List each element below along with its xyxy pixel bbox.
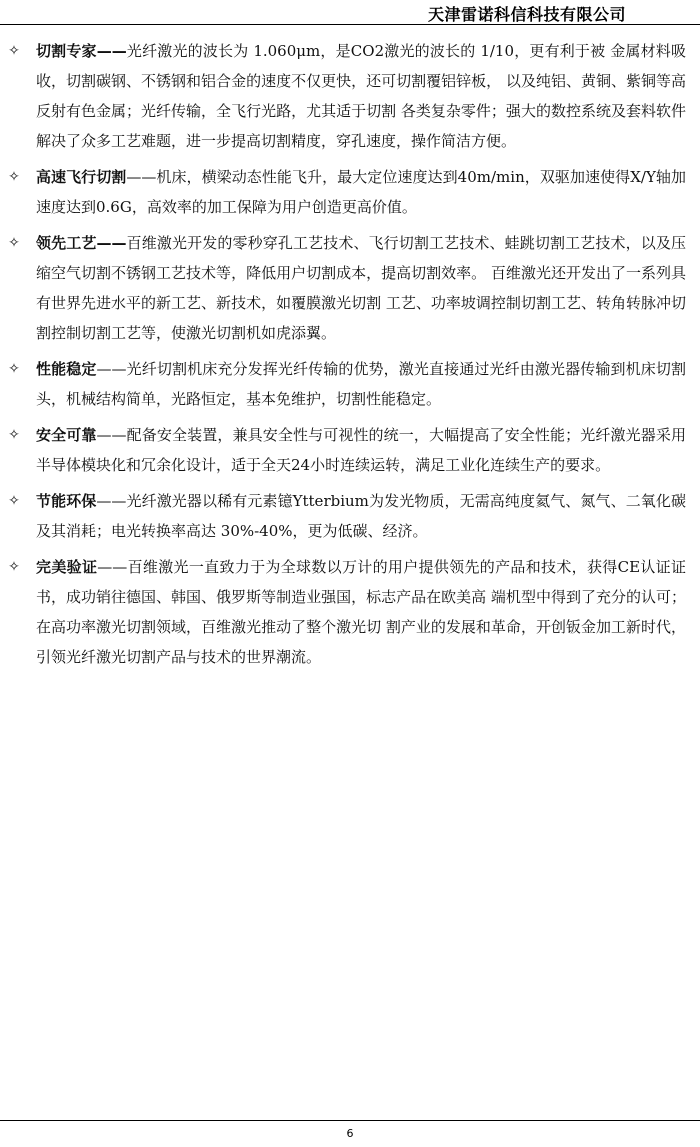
diamond-bullet-icon: ✧	[8, 559, 20, 575]
feature-text: ——光纤激光器以稀有元素镱Ytterbium为发光物质，无需高纯度氦气、氮气、二氧化碳及其消耗；电光转换率高达 30%-40%，更为低碳、经济。	[36, 492, 686, 540]
feature-text: 百维激光开发的零秒穿孔工艺技术、飞行切割工艺技术、蛙跳切割工艺技术，以及压缩空气切割不锈钢工艺技术等，降低用户切割成本，提高切割效率。 百维激光还开发出了一系列具有世界先进水平的新工艺、新技术，如覆膜激光切割 工艺、功率坡调控制切割工艺、转角转脉冲切割控制切割工艺等，使激光切割机如虎添翼。	[36, 234, 686, 342]
feature-text: ——百维激光一直致力于为全球数以万计的用户提供领先的产品和技术，获得CE认证证书，成功销往德国、韩国、俄罗斯等制造业强国，标志产品在欧美高 端机型中得到了充分的认可；在高功率激光切割领域，百维激光推动了整个激光切 割产业的发展和革命，开创钣金加工新时代，引领光纤激光切割产品与技术的世界潮流。	[36, 558, 686, 666]
footer-rule	[0, 1120, 700, 1121]
feature-text: 光纤激光的波长为 1.060μm，是CO2激光的波长的 1/10，更有利于被 金属材料吸收，切割碳钢、不锈钢和铝合金的速度不仅更快，还可切割覆铝锌板， 以及纯铝、黄铜、紫铜等高反射有色金属；光纤传输，全飞行光路，尤其适于切割 各类复杂零件；强大的数控系统及套料软件解决了众多工艺难题，进一步提高切割精度，穿孔速度，操作简洁方便。	[36, 42, 686, 150]
feature-item	[8, 228, 686, 348]
diamond-bullet-icon: ✧	[8, 235, 20, 251]
feature-item	[8, 486, 686, 546]
feature-item	[8, 354, 686, 414]
feature-heading: 完美验证	[36, 558, 98, 576]
feature-item	[8, 552, 686, 672]
company-name: 天津雷诺科信科技有限公司	[427, 5, 626, 24]
feature-heading: 节能环保	[36, 492, 97, 510]
page-number: 6	[346, 1127, 354, 1140]
diamond-bullet-icon: ✧	[8, 43, 20, 59]
diamond-bullet-icon: ✧	[8, 493, 20, 509]
diamond-bullet-icon: ✧	[8, 427, 20, 443]
feature-item	[8, 36, 686, 156]
feature-heading: 高速飞行切割	[36, 168, 127, 186]
feature-text: ——机床，横梁动态性能飞升，最大定位速度达到40m/min，双驱加速使得X/Y轴加速度达到0.6G，高效率的加工保障为用户创造更高价值。	[36, 168, 686, 216]
feature-text: ——光纤切割机床充分发挥光纤传输的优势，激光直接通过光纤由激光器传输到机床切割头，机械结构简单，光路恒定，基本免维护，切割性能稳定。	[36, 360, 686, 408]
diamond-bullet-icon: ✧	[8, 361, 20, 377]
feature-heading: 领先工艺——	[36, 234, 127, 252]
feature-text: ——配备安全装置，兼具安全性与可视性的统一，大幅提高了安全性能；光纤激光器采用半导体模块化和冗余化设计，适于全天24小时连续运转，满足工业化连续生产的要求。	[36, 426, 686, 474]
feature-item	[8, 162, 686, 222]
feature-item	[8, 420, 686, 480]
diamond-bullet-icon: ✧	[8, 169, 20, 185]
feature-heading: 性能稳定	[36, 360, 97, 378]
feature-heading: 切割专家——	[36, 42, 127, 60]
feature-heading: 安全可靠	[36, 426, 97, 444]
main-content	[8, 36, 686, 678]
header-rule	[0, 24, 700, 25]
